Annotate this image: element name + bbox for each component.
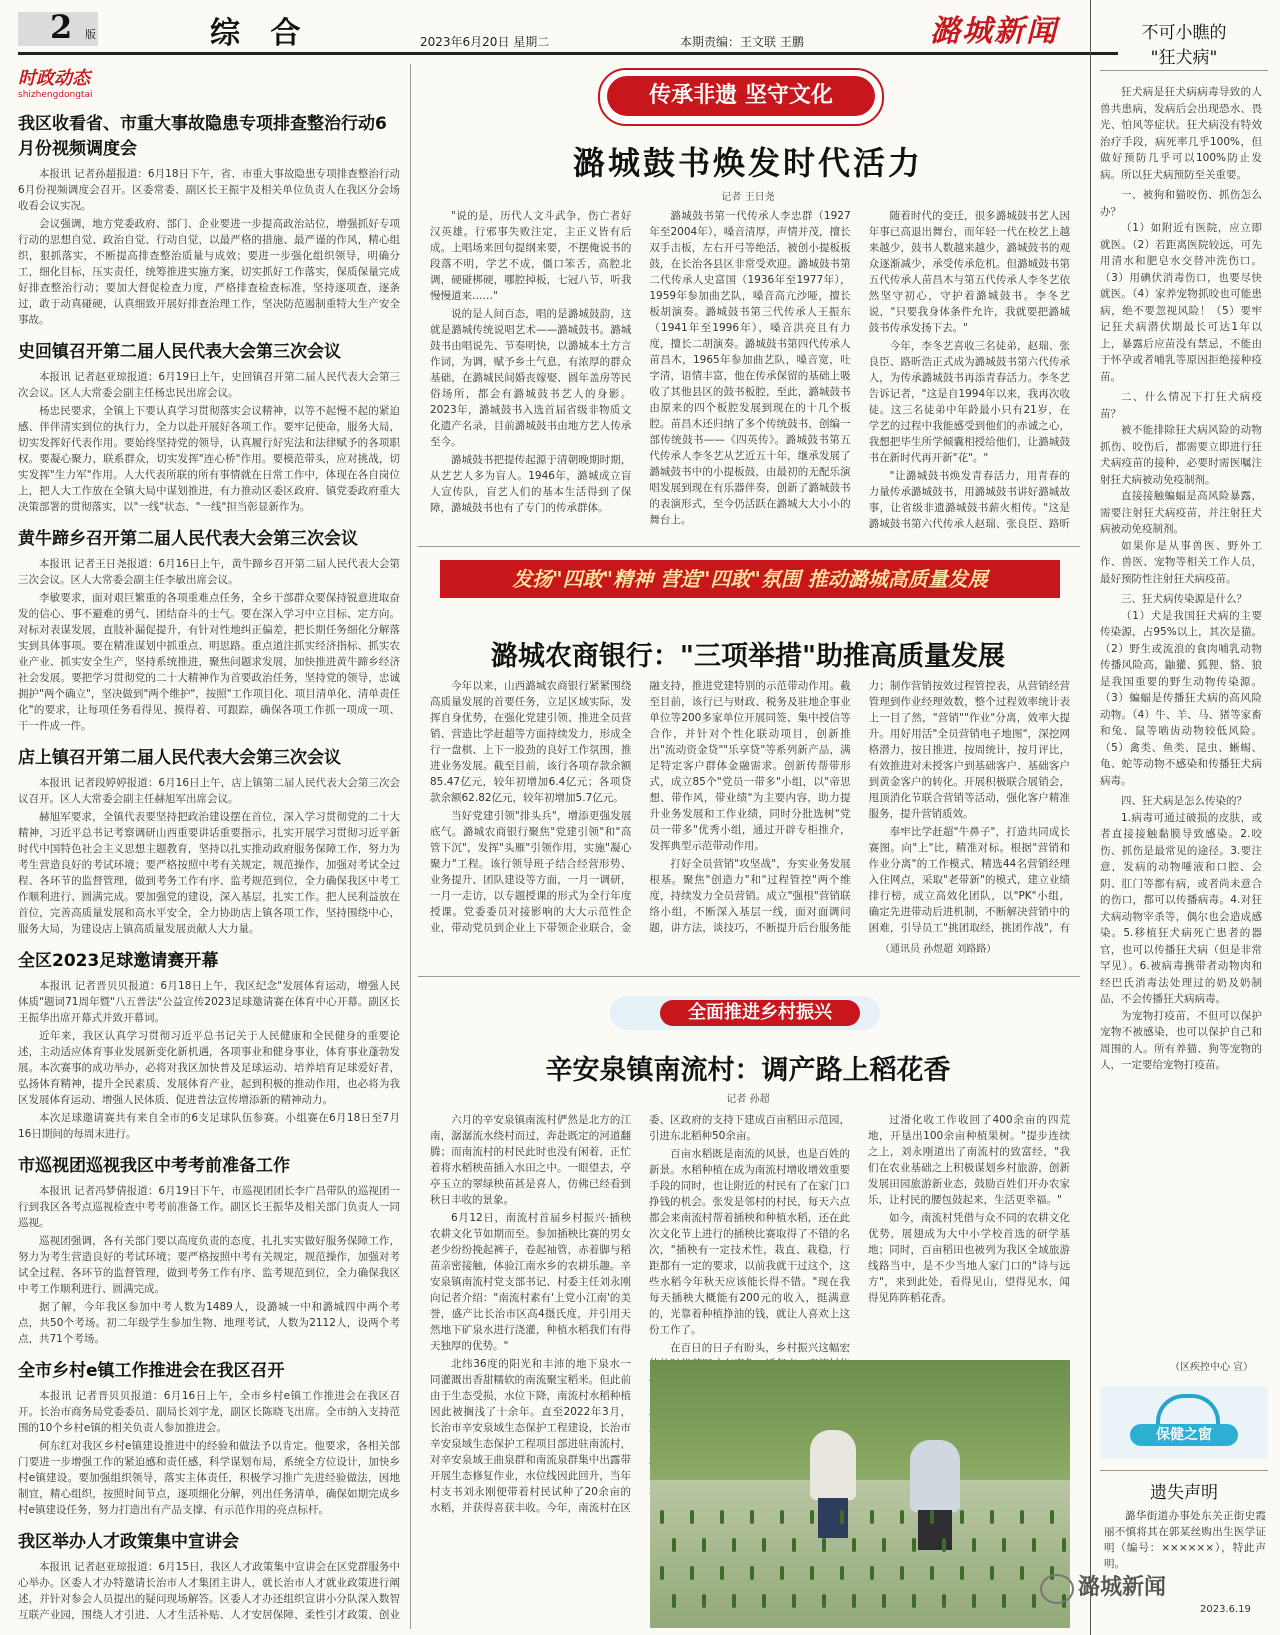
rice-seedling [990, 1566, 994, 1580]
rice-seedling [912, 1594, 916, 1608]
feature2-paragraph: 当好党建引领"排头兵"，增添更强发展底气。潞城农商银行聚焦"党建引领"和"高管下沉"，发挥"头雁"引领作用，实施"凝心聚力"工程。该行领导班子结合经营形势、业务提升、团队建设等方面，一月一调研，一月一走访，以专题授课的形式为全行年度授课。党委委员对接影响的大大示范性企业，带动党员到企业上下带领企业联合，金融支持，推进党建特别的示范带动作用。截至目前，该行已与财政、税务及驻地企事业单位等200多家单位开展同签、集中授信等合作，并针对个性化联动项目，创新推出"流动资金贷""乐享贷"等系列新产品，满足特定客户群体金融需求。创新传帮带形式，成立85个"党员一带多"小组，以"帝思想、带作风，带业绩"为主要内容，助力提升业务发展和工作业绩，同时分批选树"党员一带多"优秀小组，通过开辟专柜推介，发挥典型示范带动作用。 [430, 680, 851, 934]
notice-title: 遗失声明 [1150, 1483, 1218, 1503]
rice-seedling [852, 1538, 856, 1552]
sidebar-subheading: 四、狂犬病是怎么传染的？ [1121, 795, 1247, 807]
sidebar [1100, 18, 1268, 1618]
left-column-divider [410, 64, 411, 1629]
feature1-paragraph: 潞城鼓书把提传起源于清朝晚期时期，从艺艺人多为盲人。1946年，潞城成立盲人宣传队，盲艺人们的基本生活得到了保障，潞城鼓书也有了专门的传承群体。 [430, 454, 632, 514]
feature1-title: 潞城鼓书焕发时代活力 [572, 144, 923, 182]
notice-rule [1100, 1470, 1268, 1471]
sidebar-divider [1090, 0, 1091, 1635]
rice-seedling [960, 1566, 964, 1580]
article-title: 全市乡村e镇工作推进会在我区召开 [18, 1361, 285, 1381]
article-title: 全区2023足球邀请赛开幕 [18, 951, 219, 971]
article-title: 我区举办人才政策集中宣讲会 [18, 1532, 239, 1552]
farmer-figure-left [810, 1430, 856, 1500]
left-articles [18, 112, 400, 1624]
article-paragraph: 本报讯 记者孙超报道：6月18日下午，省、市重大事故隐患专项排查整治行动6月份视频调度会召开。区委常委、副区长王振宇及相关单位负责人在我区分会场收看会议实况。 [18, 168, 400, 212]
rice-seedling [840, 1566, 844, 1580]
rice-seedling [672, 1538, 676, 1552]
health-emblem [1100, 1386, 1268, 1458]
feature1-paragraph: "让潞城鼓书焕发青春活力，用青春的力量传承潞城鼓书，用潞城鼓书讲好潞城故事，让省级非遗潞城鼓书薪火相传。"这是潞城鼓书第六代传承人赵瑞、张良臣、路昕 [868, 470, 1070, 530]
masthead [0, 0, 1280, 56]
article-paragraph: 近年来，我区认真学习贯彻习近平总书记关于人民健康和全民健身的重要论述，主动适应体育事业发展新变化新机遇，各项事业和健身事业，体育事业蓬勃发展。本次赛事的成功举办，必将对我区加快普及足球运动、培养培育足球爱好者，弘扬体育精神，提升全民素质、发展体育产业，起到积极的推动作用，也必将为我区发展体育运动、增强人民体质、促进普法宣传增添新的精神动力。 [18, 1030, 400, 1106]
page-number: 2 [50, 8, 73, 46]
rice-seedling [960, 1510, 964, 1524]
sidebar-paragraph: 被不能排除狂犬病风险的动物抓伤、咬伤后，都需要立即进行狂犬病疫苗的接种，必要时需医嘱注射狂犬病被动免疫制剂。 [1100, 424, 1262, 486]
article-paragraph: 李敏要求，面对艰巨繁重的各项重难点任务，全乡干部群众要保持锐意进取奋发的信心、事不避难的勇气、团结奋斗的士气。要在深入学习中立目标、定方向。对标对表谋发展，直肢补漏促提升，有针对性地纠正偏差，把长期任务细化分解落实到具体事项。要在精准谋划中抓重点、明思路。重点道注抓实经济指标、抓实农业产业、抓实安全生产，坚持系统推进，聚焦问题求发展，加快推进黄牛蹄乡经济社会发展。要把学习贯彻党的二十大精神作为首要政治任务，坚持党的领导，忠诚拥护"两个确立"，坚决做到"两个维护"，按照"工作项目化、项目清单化、清单责任化"的要求，让每项任务看得见、摸得着、可跟踪，确保各项工作抓一项成一项、干一件成一件。 [18, 592, 400, 732]
rice-seedling [942, 1538, 946, 1552]
article-title: 我区收看省、市重大事故隐患专项排查整治行动6月份视频调度会 [18, 114, 387, 159]
article-paragraph: 会议强调，地方党委政府、部门、企业要进一步提高政治站位，增强抓好专项行动的思想自觉、政治自觉、行动自觉，以最严格的措施、最严谨的作风，精心组织，狠抓落实，不断提高排查整治质量与成效；要进一步强化组织领导，明确分工，细化目标，压实责任，统筹推进实施方案，切实抓好工作落实，保质保量完成好排查整治行动；要加大督促检查力度，严格排查检查标准，坚持逐项查，逐条过，敢于动真碰硬，认真细致开展好排查治理工作，坚决防范遏制重特大生产安全事故。 [18, 218, 400, 326]
feature1-paragraph: 随着时代的变迁，很多潞城鼓书艺人因年事已高退出舞台，而年轻一代在校艺上越来越少，鼓书人数越来越少，潞城鼓书的观众逐渐减少，承受传承危机。但潞城鼓书第五代传承人苗昌木与第五代传承人李冬艺依然坚守初心，守护着潞城鼓书。李冬艺说，"只要我身体条件允许，我就要把潞城鼓书传承发扬下去。" [868, 210, 1070, 334]
left-column [18, 64, 400, 1624]
rice-seedling [882, 1538, 886, 1552]
rice-seedling [882, 1594, 886, 1608]
rice-seedling [972, 1594, 976, 1608]
rice-seedling [732, 1594, 736, 1608]
rice-seedling [912, 1538, 916, 1552]
rice-seedling [990, 1510, 994, 1524]
article-title: 店上镇召开第二届人民代表大会第三次会议 [18, 748, 341, 768]
sidebar-subheading: 二、什么情况下打狂犬病疫苗？ [1100, 391, 1262, 420]
notice-text: 潞华街道办事处东关正街史霞丽不慎将其在郭某丝购出生医学证明（编号：××××××），特此声明。 [1104, 1510, 1266, 1570]
page-number-suffix: 版 [85, 28, 96, 41]
editors: 本期责编：王文联 王鹏 [680, 35, 804, 49]
feature3-author: 记者 孙超 [726, 1094, 770, 1105]
notice-date: 2023.6.19 [1200, 1604, 1251, 1615]
rice-seedling [840, 1510, 844, 1524]
sidebar-paragraph: （1）犬是我国狂犬病的主要传染源，占95%以上，其次是猫。（2）野生或流浪的食肉哺乳动物传播风险高，鼬獾、狐狸、貉、狼是我国重要的野生动物传染源。（3）蝙蝠是传播狂犬病的高风险动物。（4）牛、羊、马、猪等家畜和兔、鼠等啮齿动物较低风险。（5）禽类、鱼类、昆虫、蜥蜴、龟、蛇等动物不感染和传播狂犬病病毒。 [1100, 609, 1262, 787]
sidebar-paragraph: （1）如附近有医院，应立即就医。（2）若距离医院较远，可先用清水和肥皂水交替冲洗伤口。（3）用碘伏消毒伤口，也要尽快就医。（4）家养宠物抓咬也可能患病，绝不要忽视风险！（5）要牢记狂犬病潜伏期最长可达1年以上，暴露后应苗没有禁忌，不能由于怀孕或者哺乳等原因拒绝接种疫苗。 [1100, 222, 1262, 383]
rice-seedling [870, 1510, 874, 1524]
rice-seedling [1062, 1538, 1066, 1552]
rice-planting-photo [650, 1360, 1070, 1628]
rice-seedling [762, 1594, 766, 1608]
feature3-paragraph: 北纬36度的阳光和丰沛的地下泉水一同灌溉出香甜糯软的南流聚宝稻米。但此前由于生态受损，水位下降，南流村水稻种植因此被搁浅了十余年。直至2022年3月，长治市辛安泉域生态保护工程建设，长治市辛安泉域生态保护工程项目部进驻南流村，对辛安泉域王曲泉群和南流泉群集中出露带开展生态修复作业，水位线因此回升，当年村支书刘永刚便带着村民试种了20余亩的水稻，并获得喜获丰收。今年，南流村在区委、区政府的支持下建成百亩稻田示范园，引进东北稻种50余亩。 [430, 1114, 850, 1514]
rice-seedling [780, 1566, 784, 1580]
sidebar-title-line2: "狂犬病" [1150, 48, 1218, 68]
feature1-banner: 传承非遗 坚守文化 [607, 76, 875, 116]
article-paragraph: 何东红对我区乡村e镇建设推进中的经验和做法予以肯定。他要求，各相关部门要进一步增强工作的紧迫感和责任感，科学谋划布局，系统全方位设计，加快乡村e镇建设。要加强组织领导，落实主体责任，积极学习推广先进经验做法，因地制宜，精心组织，按照时间节点，逐项细化分解，列出任务清单，确保如期完成乡村e镇建设任务，努力打造出有产品支撑、有示范作用的亮点标杆。 [18, 1440, 400, 1516]
article-paragraph: 本报讯 记者王日尧报道：6月16日上午，黄牛蹄乡召开第二届人民代表大会第三次会议。区人大常委会副主任李敏出席会议。 [18, 558, 400, 586]
feature1-divider [418, 546, 1080, 547]
feature2-body [430, 678, 1070, 938]
sidebar-title-rule [1100, 70, 1268, 71]
sidebar-paragraph: 1.病毒可通过破损的皮肤，或者直接接触黏膜导致感染。2.咬伤、抓伤是最常见的途径。3.要注意，发病的动物唾液和口腔、会阴、肛门等都有病，或者尚未意合的伤口，都可以传播病毒。4.对狂犬病动物宰杀等，偶尔也会造成感染。5.移植狂犬病死亡患者的器官，也可以传播狂犬病（但是非常罕见）。6.被病毒携带者动物肉和经巴氏消毒法处理过的奶及奶制品，不会传播狂犬病病毒。 [1100, 811, 1262, 1005]
rice-seedling [870, 1566, 874, 1580]
feature3-banner: 全面推进乡村振兴 [660, 1000, 860, 1026]
rice-seedling [780, 1510, 784, 1524]
rice-seedling [1050, 1510, 1054, 1524]
rice-seedling [1020, 1566, 1024, 1580]
wechat-icon [1040, 1574, 1074, 1604]
section-label: 时政动态 [18, 68, 90, 89]
rice-seedling [792, 1538, 796, 1552]
health-emblem-text: 保健之窗 [1130, 1424, 1238, 1446]
rice-seedling [762, 1538, 766, 1552]
rice-seedling [702, 1538, 706, 1552]
rice-seedling [810, 1510, 814, 1524]
feature3-paragraph: 如今，南流村凭借与众不同的农耕文化优势，展翅成为大中小学校首选的研学基地；同时，百亩稻田也被列为我区全域旅游线路当中，是不少当地人家门口的"诗与远方"，来到此处，看得见山，望得见水，闻得见阵阵稻花香。 [868, 1212, 1070, 1304]
article-paragraph: 本报讯 记者晋贝贝报道：6月18日上午，我区纪念"发展体育运动，增强人民体质"题词71周年暨"八五普法"公益宣传2023足球邀请赛在体育中心开幕。副区长王振华出席开幕式并致开幕词。 [18, 980, 400, 1024]
rice-seedling [930, 1510, 934, 1524]
farmer-figure-right [910, 1440, 960, 1512]
rice-seedling [702, 1594, 706, 1608]
rice-seedling [690, 1510, 694, 1524]
rice-seedling [972, 1538, 976, 1552]
sidebar-paragraph: 如果你是从事兽医、野外工作、兽医、宠物等相关工作人员，最好预防性注射狂犬病疫苗。 [1100, 539, 1262, 585]
article-paragraph: 本报讯 记者段婷婷报道：6月16日上午，店上镇第二届人民代表大会第三次会议召开。区人大常委会副主任赫旭军出席会议。 [18, 777, 400, 805]
rice-seedling [1002, 1538, 1006, 1552]
feature2-paragraph: 打好全员营销"攻坚战"，夯实业务发展根基。聚焦"创造力"和"过程管控"两个维度，持续发力全员营销。成立"强根"营销联络小组，不断深入基层一线，面对面调问题，讲方法，谈技巧，不断提升后台服务能力；制作营销按效过程管控表，从营销经营管理到作业经理效数，整个过程效率统计表上一目了然，"营销""作业"分离，效率大提升。用好用活"全员营销电子地图"，深挖网格潜力，按日推进，按周统计，按月评比，有效推进对未授客户到基础客户、基础客户到黄金客户的转化。开展积极联合展销会，甩顶消化节联合营销等活动，强化客户精准服务，提升营销质效。 [649, 680, 1070, 934]
feature3-paragraph: 6月12日，南流村首届乡村振兴·插秧农耕文化节如期而至。参加插秧比赛的男女老少纷纷挽起裤子，卷起袖管，赤着脚与稻苗亲密接触，体验江南水乡的农耕乐趣。辛安泉镇南流村党支部书记、村委主任刘永刚向记者介绍："南流村素有'上党小江南'的美誉，盛产比长治市区高4摄氏度，并引用天然地下矿泉水进行浇灌，种植水稻我们有得天独厚的优势。" [430, 1212, 631, 1352]
feature3-paragraph: 过滑化收工作收回了400余亩的四荒地，开垦出100余亩种植果树。"提步连续之上，刘永刚道出了南流村的致富经，"我们在农业基础之上积极谋划乡村旅游，创新发展田园旅游新业态，鼓励百姓们开办农家乐，让村民的腰包鼓起来，生活更幸福。" [868, 1114, 1070, 1206]
rice-seedling [660, 1510, 664, 1524]
rice-seedling [690, 1566, 694, 1580]
article-title: 史回镇召开第二届人民代表大会第三次会议 [18, 342, 341, 362]
rice-seedling [1032, 1538, 1036, 1552]
article-paragraph: 杨忠民要求，全镇上下要认真学习贯彻落实会议精神，以等不起慢不起的紧迫感、伴伴清实到位的执行力，全力以赴开展好各项工作。要牢记使命，服务大局，切实发挥好代表作用。要始终坚持党的领导，认真履行好宪法和法律赋予的各项职权。要凝心聚力，联系群众，切实发挥"连心桥"作用。要模范带头，应对挑战，切实发挥"生力军"作用。人大代表所联的所有事情就在日常工作中，体现在各自岗位上，把人大工作放在全镇大局中谋划推进，有力推动区委区政府、镇党委政府重大决策部署的贯彻落实，以"一线"状态、"一线"担当彰显新作为。 [18, 405, 400, 513]
rice-seedling [1032, 1594, 1036, 1608]
feature2-banner: 发扬"四敢"精神 营造"四敢"氛围 推动潞城高质量发展 [440, 560, 1060, 598]
feature2-credit: （通讯员 孙煜超 刘路路） [880, 944, 997, 955]
sidebar-title-line1: 不可小瞧的 [1141, 23, 1227, 43]
rice-seedling [810, 1566, 814, 1580]
masthead-rule [18, 52, 1118, 55]
feature2-paragraph: 今年以来，山西潞城农商银行紧紧围绕高质量发展的首要任务，立足区域实际，发挥自身优势，在强化党建引领、推进全员营销、营造比学赶超等方面持续发力，形成全行一盘棋、上下一股劲的良好工作氛围，推进业务发展。截至目前，该行各项存款余额85.47亿元，较年初增加6.4亿元；各项贷款余额62.82亿元，较年初增加5.7亿元。 [430, 680, 632, 804]
rice-seedling [942, 1594, 946, 1608]
rice-seedling [900, 1510, 904, 1524]
paper-logo: 潞城新闻 [930, 14, 1058, 49]
rice-seedling [792, 1594, 796, 1608]
feature1-paragraph: 说的是人间百态，唱的是潞城鼓韵，这就是潞城传统说唱艺术——潞城鼓书。潞城鼓书由唱说先、节奏明快，以潞城本土方言作词，为调，赋予乡土气息，有浓厚的群众基础，在潞城民间婚丧嫁娶、圆年盖房等民俗场所，都会有潞城鼓书艺人的身影。2023年，潞城鼓书入选首届省级非物质文化遗产名录，目前潞城鼓书由地方艺人传承至今。 [430, 308, 632, 448]
article-paragraph: 本次足球邀请赛共有来自全市的6支足球队伍参赛。小组赛在6月18日至7月16日期间的每周末进行。 [18, 1112, 400, 1140]
article-paragraph: 据了解，今年我区参加中考人数为1489人，设潞城一中和潞城四中两个考点，共50个考场。初二年级学生参加生物、地理考试，人数为2112人，设两个考点，共71个考场。 [18, 1301, 400, 1345]
feature3-paragraph: 在百日的日子有盼头，乡村振兴这幅宏 [670, 1342, 850, 1354]
rice-seedling [660, 1566, 664, 1580]
rice-seedling [732, 1538, 736, 1552]
sidebar-credit: （区疾控中心 宣） [1170, 1362, 1254, 1373]
rice-seedling [750, 1510, 754, 1524]
watermark-text: 潞城新闻 [1078, 1575, 1167, 1600]
section-name: 综 合 [210, 16, 311, 51]
rice-seedling [930, 1566, 934, 1580]
feature2-title: 潞城农商银行："三项举措"助推高质量发展 [490, 641, 1006, 672]
sidebar-paragraph: 狂犬病是狂犬病病毒导致的人兽共患病，发病后会出现恐水、畏光、怕风等症状。狂犬病没有特效治疗手段，病死率几乎100%，但做好预防几乎可以100%防止发病。所以狂犬病预防至关重要。 [1100, 86, 1262, 181]
feature2-paragraph: 奉牢比学赶超"牛鼻子"，打造共同成长赛图。向"上"比，精准对标。根据"营销和作业分离"的工作模式，精选44名营销经理入住网点，采取"老带新"的模式，建立业绩排行榜，成立高效化团队，以"PK"小组，确定先进带动后进机制，不断解决营销中的困难，引导员工"挑团取经，挑团作战"，有 [868, 826, 1070, 934]
article-paragraph: 本报讯 记者晋贝贝报道：6月16日上午，全市乡村e镇工作推进会在我区召开。长治市商务局党委委员、副局长刘宇龙，副区长陈晓飞出席。全市纳入支持范围的10个乡村e镇的相关负责人参加推进会。 [18, 1390, 400, 1434]
issue-date: 2023年6月20日 星期二 [420, 35, 550, 49]
rice-seedling [672, 1594, 676, 1608]
feature1-paragraph: "说的是，历代人文斗武争，伤亡者好汉英雄。行邪事失败注定，主正义皆有后成。上唱场来回句提纲来要，不摆俺说书的段落不明，学艺不成，僵口笨舌，高腔北调，硬碰梆硬，哪腔掉板，七冠八节，听我慢慢道来……" [430, 210, 632, 302]
feature3-paragraph: 百亩水稻既是南流的风景，也是百姓的新景。水稻种植在成为南流村增收增效重要手段的同时，也让附近的村民有了在家门口挣钱的机会。张发是邻村的村民，每天六点都会来南流村帮着插秧和种植水稻，还在此次文化节上进行的插秧比赛取得了不错的名次，"插秧有一定技术性，栽直、栽稳，行距都有一定的要求，以前我就干过这个，这些水稻今年秋天应该能长得不错。"现在我每天插秧大概能有200元的收入，挺满意的，光靠着种植挣油的钱，就让人喜欢上这份工作了。 [649, 1148, 850, 1336]
article-paragraph: 巡视团强调，各有关部门要以高度负责的态度，扎扎实实做好服务保障工作，努力为考生营造良好的考试环境；要严格按照中考有关规定，规范操作，加强对考试全过程、各环节的监督管理，做到考务工作有序、监考规范到位，全力确保我区中考工作顺利进行、圆满完成。 [18, 1235, 400, 1295]
paddy-water [650, 1480, 1070, 1628]
sidebar-subheading: 三、狂犬病传染源是什么？ [1121, 593, 1247, 605]
feature1-paragraph: 潞城鼓书第一代传承人李忠群（1927年至2004年），嗓音清厚，声情并茂，擅长双手击板，左右开弓等绝活，被创小提板板鼓，在长治各县区非常受欢迎。潞城鼓书第二代传承人史富国（1936年至1977年），1959年参加曲艺队，嗓音高亢沙哑，擅长板胡演奏。潞城鼓书第三代传承人王振东（1941年至1996年），嗓音洪亮且有力度，擅长二胡演奏。潞城鼓书第四代传承人苗昌木，1965年参加曲艺队，嗓音宽，吐字清，语情丰富，他在传承保留的基础上吸收了其他县区的鼓书板腔，至此，潞城鼓书由原来的四个板腔发展到现在的十几个板腔。苗昌木还归纳了多个传统鼓书，创编一部传统鼓书——《四英传》。潞城鼓书第五代传承人李冬艺从艺近五十年，继承发展了潞城鼓书中的小提板鼓，由最初的无配乐演唱发展到现在有乐器伴奏，创新了潞城鼓书的表演形式，至今仍活跃在潞城大大小小的舞台上。 [649, 210, 851, 526]
article-paragraph: 本报讯 记者赵亚琼报道：6月15日，我区人才政策集中宣讲会在区党群服务中心举办。区委人才办特邀请长治市人才集团主讲人，就长治市人才就业政策进行阐述，并针对参会人员提出的疑问现场解答。区委人才办还组织宣讲小分队深入数智互联产业园，围绕人才引进、人才生活补贴、人才安居保障、柔性引才政策、创业 [18, 1561, 400, 1621]
rice-seedling [720, 1566, 724, 1580]
feature3-paragraph: 六月的辛安泉镇南流村俨然是北方的江南，潺潺流水绕村而过，奔赴既定的河道翻腾；而南流村的村民此时也没有闲着，正忙着将水稻秧苗插入水田之中。一眼望去，亭亭玉立的翠绿秧苗甚是喜人，仿佛已经看到秋日丰收的景象。 [430, 1114, 631, 1206]
feature3-body-right [868, 1112, 1070, 1352]
sidebar-subheading: 一、被狗和猫咬伤、抓伤怎么办？ [1100, 189, 1262, 218]
rice-seedling [852, 1594, 856, 1608]
feature1-author: 记者 王日尧 [721, 192, 775, 203]
rice-seedling [1020, 1510, 1024, 1524]
section-label-pinyin: shizhengdongtai [18, 90, 93, 100]
article-title: 黄牛蹄乡召开第二届人民代表大会第三次会议 [18, 529, 358, 549]
feature1-body [430, 208, 1070, 538]
rice-seedling [720, 1510, 724, 1524]
health-emblem-house-icon [1156, 1394, 1220, 1424]
rice-seedling [822, 1538, 826, 1552]
article-paragraph: 赫旭军要求，全镇代表要坚持把政治建设摆在首位，深入学习贯彻党的二十大精神，习近平总书记考察调研山西重要讲话重要指示，扎实开展学习贯彻习近平新时代中国特色社会主义思想主题教育，坚持以扎实推动政府服务保障工作，努力为考生营造良好的考试环境；要严格按照中考有关规定，规范操作，加强对考试全过程、各环节的监督管理，做到考务工作有序、监考规范到位，全力确保我区中考工作顺利进行、圆满完成。要加强党的建设，深入基层，扎实工作。把人民利益放在首位，完善高质量发展和高水平安全，全力协助店上镇各项工作，坚持围绕中心，服务大局，为建设店上镇高质量发展贡献人大力量。 [18, 811, 400, 935]
sidebar-paragraph: 为宠物打疫苗，不但可以保护宠物不被感染，也可以保护自己和周围的人。所有养猫、狗等宠物的人，一定要给宠物打疫苗。 [1100, 1009, 1262, 1071]
rice-seedling [900, 1566, 904, 1580]
article-title: 市巡视团巡视我区中考考前准备工作 [18, 1156, 290, 1176]
rice-seedling [750, 1566, 754, 1580]
rice-seedling [1002, 1594, 1006, 1608]
article-paragraph: 本报讯 记者冯梦倩报道：6月19日下午，市巡视团团长李广昌带队的巡视团一行到我区各考点巡视检查中考考前准备工作。副区长王振华及相关部门负责人一同巡视。 [18, 1185, 400, 1229]
feature2-divider [418, 976, 1080, 977]
feature1-paragraph: 今年，李冬艺喜收三名徒弟，赵瑞、张良臣、路昕浩正式成为潞城鼓书第六代传承人，为传承潞城鼓书再添青春活力。李冬艺告诉记者，"这是自1994年以来，我再次收徒。这三名徒弟中年龄最小只有21岁，在学艺的过程中我能感受到他们的赤诚之心，我想把毕生所学倾囊相授给他们，让潞城鼓书在新时代再开新"花"。" [868, 340, 1070, 464]
farmer-figure-right-legs [918, 1510, 952, 1550]
rice-seedling [822, 1594, 826, 1608]
sidebar-paragraph: 直接接触蝙蝠是高风险暴露，需要注射狂犬病疫苗，并注射狂犬病被动免疫制剂。 [1100, 490, 1262, 535]
sidebar-body [1100, 84, 1262, 1334]
article-paragraph: 本报讯 记者赵亚琼报道：6月19日上午，史回镇召开第二届人民代表大会第三次会议。区人大常委会副主任杨忠民出席会议。 [18, 371, 400, 399]
feature3-title: 辛安泉镇南流村：调产路上稻花香 [545, 1055, 951, 1086]
